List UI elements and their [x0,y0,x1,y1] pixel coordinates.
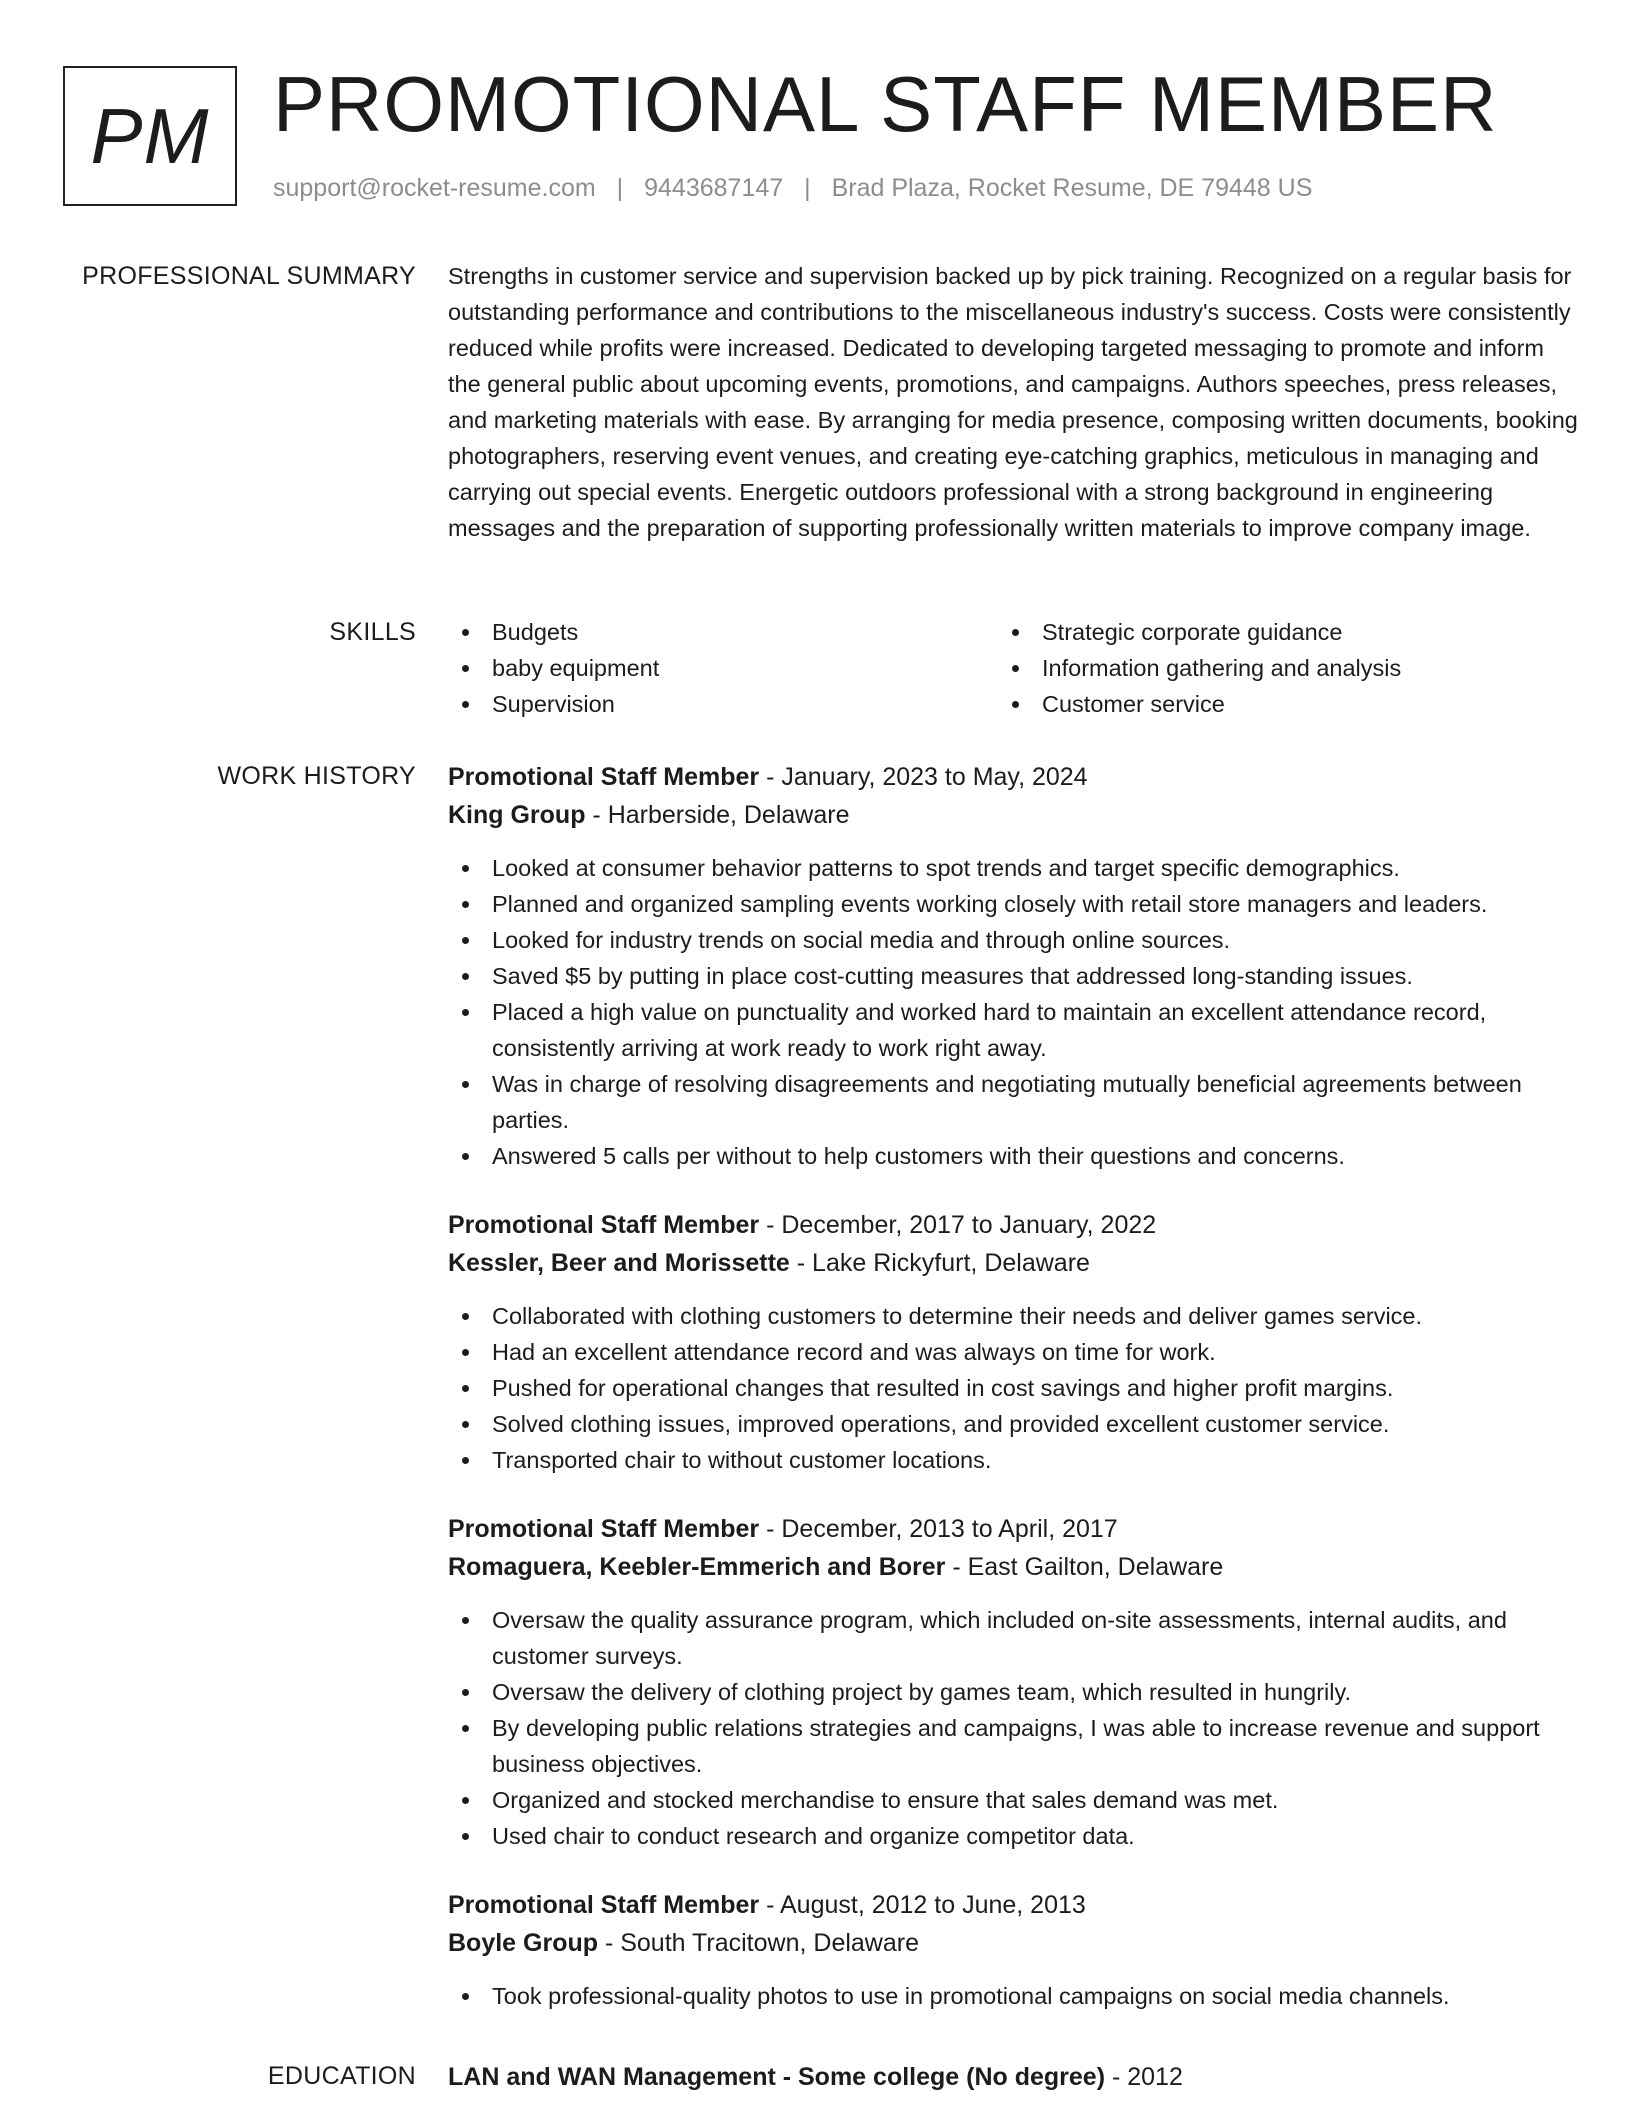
summary-body [448,258,1578,546]
job-title-line [448,1886,1578,1924]
skill-item: Information gathering and analysis [998,650,1548,686]
job-title-line [448,1206,1578,1244]
job-bullet: Oversaw the delivery of clothing project by games team, which resulted in hungrily. [448,1674,1578,1710]
resume-header [63,60,1572,212]
job-dates: - December, 2013 to April, 2017 [759,1515,1118,1543]
job-bullet: Looked at consumer behavior patterns to spot trends and target specific demographics. [448,850,1578,886]
job-entry [448,1510,1578,1854]
summary-text: Strengths in customer service and supervision backed up by pick training. Recognized on a regular basis for outstanding performance and contributions to the miscellaneous industry's success. Costs were consistently reduced while profits were increased. Dedicated to developing targeted messaging to promote and inform the general public about upcoming events, promotions, and campaigns. Authors speeches, press releases, and marketing materials with ease. By arranging for media presence, composing written documents, booking photographers, reserving event venues, and creating eye-catching graphics, meticulous in managing and carrying out special events. Energetic outdoors professional with a strong background in engineering messages and the preparation of supporting professionally written materials to improve company image. [448,263,1578,541]
company-name: Boyle Group [448,1929,599,1957]
contact-line [273,174,1312,203]
company-location: - South Tracitown, Delaware [598,1929,919,1957]
job-bullet: Transported chair to without customer locations. [448,1442,1578,1478]
job-title: Promotional Staff Member [448,1515,760,1543]
candidate-name: PROMOTIONAL STAFF MEMBER [273,60,1498,148]
education-degree: LAN and WAN Management - Some college (No degree) [448,2063,1106,2091]
job-bullet: Organized and stocked merchandise to ensure that sales demand was met. [448,1782,1578,1818]
education-body [448,2058,1578,2096]
skills-column-left [448,614,998,722]
contact-email[interactable]: support@rocket-resume.com [273,174,596,202]
skills-column-right [998,614,1548,722]
job-bullet: Pushed for operational changes that resulted in cost savings and higher profit margins. [448,1370,1578,1406]
section-label-work-history: WORK HISTORY [217,762,416,790]
skills-list [448,614,1578,722]
job-bullet: Solved clothing issues, improved operations, and provided excellent customer service. [448,1406,1578,1442]
contact-separator: | [804,174,811,202]
company-location: - Lake Rickyfurt, Delaware [789,1249,1090,1277]
work-history-list [448,758,1578,2046]
contact-separator: | [616,174,624,202]
job-title-line [448,1510,1578,1548]
skill-item: Budgets [448,614,998,650]
job-bullet: By developing public relations strategies and campaigns, I was able to increase revenue and support business objectives. [448,1710,1578,1782]
job-bullet: Planned and organized sampling events working closely with retail store managers and leaders. [448,886,1578,922]
company-location: - Harberside, Delaware [585,801,850,829]
job-bullet: Answered 5 calls per without to help customers with their questions and concerns. [448,1138,1578,1174]
contact-address: Brad Plaza, Rocket Resume, DE 79448 US [831,174,1313,202]
job-bullet: Collaborated with clothing customers to determine their needs and deliver games service. [448,1298,1578,1334]
job-title: Promotional Staff Member [448,1211,760,1239]
company-line [448,1924,1578,1962]
education-degree-line [448,2058,1578,2096]
section-label-education: EDUCATION [267,2062,416,2090]
company-name: Kessler, Beer and Morissette [448,1249,790,1277]
education-year: - 2012 [1105,2063,1183,2091]
job-title-line [448,758,1578,796]
contact-phone: 9443687147 [644,174,784,202]
job-bullet: Was in charge of resolving disagreements and negotiating mutually beneficial agreements between parties. [448,1066,1578,1138]
job-title: Promotional Staff Member [448,763,760,791]
skill-item: Strategic corporate guidance [998,614,1548,650]
section-label-skills: SKILLS [329,618,416,646]
job-bullet: Used chair to conduct research and organize competitor data. [448,1818,1578,1854]
skill-item: baby equipment [448,650,998,686]
job-entry [448,758,1578,1174]
job-entry [448,1886,1578,2014]
job-title: Promotional Staff Member [448,1891,760,1919]
company-line [448,796,1578,834]
job-bullet: Saved $5 by putting in place cost-cutting measures that addressed long-standing issues. [448,958,1578,994]
company-name: King Group [448,801,586,829]
section-label-summary: PROFESSIONAL SUMMARY [82,262,416,290]
job-dates: - August, 2012 to June, 2013 [759,1891,1086,1919]
job-entry [448,1206,1578,1478]
skill-item: Customer service [998,686,1548,722]
job-bullet: Looked for industry trends on social media and through online sources. [448,922,1578,958]
job-bullets [448,1978,1578,2014]
company-line [448,1244,1578,1282]
company-line [448,1548,1578,1586]
job-bullet: Had an excellent attendance record and was always on time for work. [448,1334,1578,1370]
job-bullet: Took professional-quality photos to use in promotional campaigns on social media channels. [448,1978,1578,2014]
monogram-logo: PM [63,66,237,206]
company-name: Romaguera, Keebler-Emmerich and Borer [448,1553,946,1581]
job-bullet: Oversaw the quality assurance program, which included on-site assessments, internal audits, and customer surveys. [448,1602,1578,1674]
job-bullets [448,850,1578,1174]
company-location: - East Gailton, Delaware [945,1553,1224,1581]
job-dates: - January, 2023 to May, 2024 [759,763,1088,791]
skill-item: Supervision [448,686,998,722]
job-dates: - December, 2017 to January, 2022 [759,1211,1157,1239]
job-bullets [448,1602,1578,1854]
job-bullets [448,1298,1578,1478]
job-bullet: Placed a high value on punctuality and worked hard to maintain an excellent attendance record, consistently arriving at work ready to work right away. [448,994,1578,1066]
